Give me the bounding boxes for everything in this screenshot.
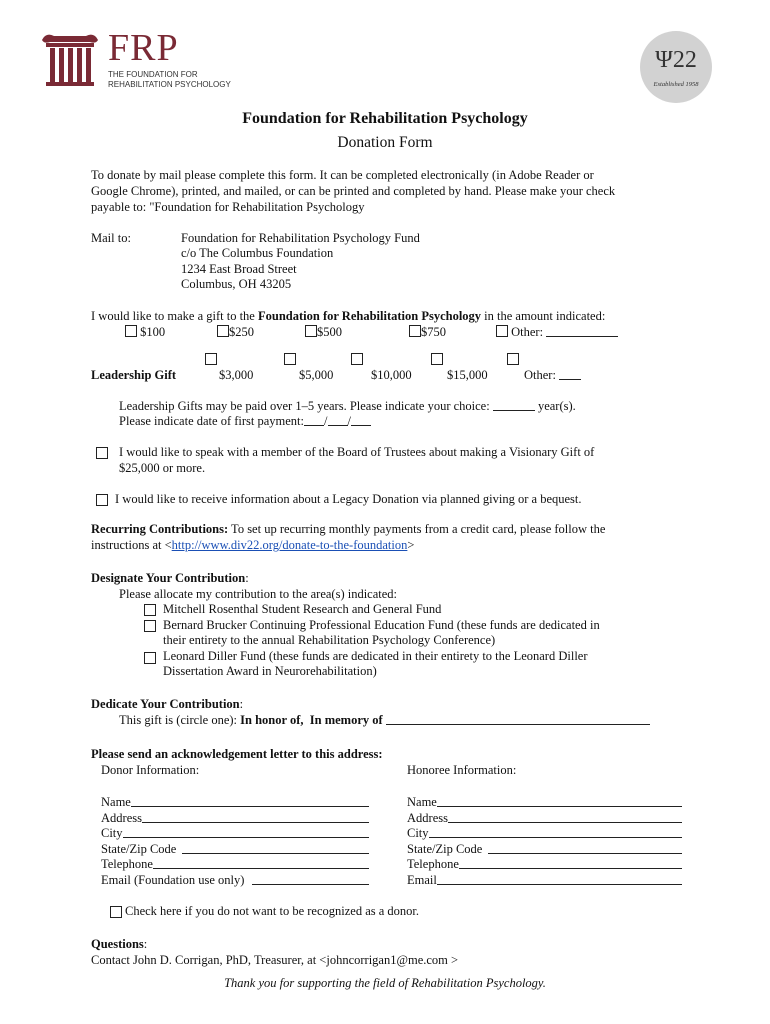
anonymous-text: Check here if you do not want to be recognized as a donor. bbox=[125, 904, 420, 918]
legacy-text: I would like to receive information about a Legacy Donation via planned giving or a bequest. bbox=[115, 492, 582, 506]
leadership-option-4: $15,000 bbox=[447, 368, 488, 382]
checkbox[interactable] bbox=[144, 604, 156, 616]
field-label: City bbox=[101, 826, 123, 840]
seal-text: Ψ22 bbox=[655, 47, 697, 73]
checkbox[interactable] bbox=[351, 353, 363, 365]
gift-option-label: $250 bbox=[229, 325, 254, 339]
intro-line-1: To donate by mail please complete this form. It can be completed electronically (in Adobe Reader or bbox=[91, 168, 594, 182]
questions-colon: : bbox=[143, 937, 148, 951]
honoree-address-row bbox=[407, 811, 682, 827]
honoree-telephone-row bbox=[407, 857, 682, 873]
leadership-checkbox-1[interactable] bbox=[205, 353, 217, 368]
field-label: Name bbox=[101, 795, 131, 809]
in-honor-option[interactable]: In honor of, bbox=[240, 713, 304, 727]
checkbox[interactable] bbox=[205, 353, 217, 365]
field-label: Email bbox=[407, 872, 437, 887]
leadership-checkbox-2[interactable] bbox=[284, 353, 296, 368]
mail-address-2: c/o The Columbus Foundation bbox=[181, 246, 334, 260]
donor-heading: Donor Information: bbox=[101, 763, 200, 777]
seal-caption: Established 1958 bbox=[653, 81, 699, 88]
gift-option-label: $750 bbox=[421, 325, 446, 339]
leadership-option-1: $3,000 bbox=[219, 368, 254, 382]
field-label: State/Zip Code bbox=[407, 841, 483, 856]
frp-logo bbox=[38, 27, 231, 92]
intro-line-2: Google Chrome), printed, and mailed, or can be printed and completed by hand. Please make your check bbox=[91, 184, 616, 198]
logo-sub2: REHABILITATION PSYCHOLOGY bbox=[108, 80, 231, 89]
designate-heading bbox=[91, 571, 249, 586]
legacy-checkbox[interactable] bbox=[96, 494, 108, 509]
leadership-checkbox-4[interactable] bbox=[431, 353, 443, 368]
checkbox[interactable] bbox=[144, 620, 156, 632]
leadership-label bbox=[91, 368, 176, 383]
fund-3-label-2: Dissertation Award in Neurorehabilitation) bbox=[163, 664, 377, 678]
dedicate-heading bbox=[91, 697, 243, 712]
page-subtitle: Donation Form bbox=[337, 134, 433, 151]
other-amount-field[interactable] bbox=[546, 325, 618, 337]
honoree-city-field[interactable] bbox=[429, 826, 682, 838]
fund-2-label-1: Bernard Brucker Continuing Professional Education Fund (these funds are dedicated in bbox=[163, 618, 600, 632]
mail-label: Mail to: bbox=[91, 231, 131, 245]
gift-option-label: $100 bbox=[140, 325, 166, 339]
leadership-option-3: $10,000 bbox=[371, 368, 412, 382]
honoree-city-row bbox=[407, 826, 682, 842]
designate-colon: : bbox=[245, 571, 249, 585]
division-seal bbox=[640, 31, 712, 103]
anonymous-checkbox[interactable] bbox=[110, 906, 122, 921]
leadership-note-1 bbox=[119, 399, 576, 414]
honoree-name-row bbox=[407, 795, 682, 811]
honoree-email-field[interactable] bbox=[437, 873, 682, 885]
fund-1-checkbox[interactable] bbox=[144, 604, 156, 619]
honoree-address-field[interactable] bbox=[448, 811, 682, 823]
fund-3-checkbox[interactable] bbox=[144, 652, 156, 667]
gift-option-100[interactable] bbox=[125, 325, 165, 340]
field-label: Address bbox=[407, 810, 448, 825]
gift-intro-post: in the amount indicated: bbox=[481, 309, 606, 323]
checkbox[interactable] bbox=[96, 494, 108, 506]
checkbox[interactable] bbox=[496, 325, 508, 337]
leadership-note-2 bbox=[119, 414, 371, 429]
recurring-line-2 bbox=[91, 538, 414, 553]
designate-intro: Please allocate my contribution to the area(s) indicated: bbox=[119, 587, 398, 601]
ack-heading bbox=[91, 747, 383, 762]
first-payment-month-field[interactable] bbox=[304, 414, 324, 426]
field-label: Telephone bbox=[101, 857, 153, 871]
dedication-name-field[interactable] bbox=[386, 713, 650, 725]
gift-option-750[interactable] bbox=[409, 325, 446, 340]
donor-fields bbox=[101, 795, 369, 888]
leadership-note-1-suffix: year(s). bbox=[537, 399, 576, 413]
donor-name-row bbox=[101, 795, 369, 811]
donor-name-field[interactable] bbox=[131, 795, 369, 807]
checkbox[interactable] bbox=[305, 325, 317, 337]
donate-link[interactable]: http://www.div22.org/donate-to-the-foundation bbox=[171, 538, 408, 552]
page-title: Foundation for Rehabilitation Psychology bbox=[242, 110, 528, 127]
ack-label: Please send an acknowledgement letter to this address: bbox=[91, 747, 383, 761]
questions-heading bbox=[91, 937, 147, 952]
gift-option-label: $500 bbox=[317, 325, 342, 339]
donor-address-field[interactable] bbox=[142, 811, 369, 823]
donor-city-field[interactable] bbox=[123, 826, 369, 838]
checkbox[interactable] bbox=[431, 353, 443, 365]
gift-option-250[interactable] bbox=[217, 325, 254, 340]
years-field[interactable] bbox=[493, 399, 535, 411]
honoree-telephone-field[interactable] bbox=[459, 857, 682, 869]
honoree-fields bbox=[407, 795, 682, 888]
leadership-label-text: Leadership Gift bbox=[91, 368, 177, 382]
honoree-email-row bbox=[407, 873, 682, 889]
leadership-other-field[interactable] bbox=[559, 368, 581, 380]
first-payment-year-field[interactable] bbox=[351, 414, 371, 426]
checkbox[interactable] bbox=[144, 652, 156, 664]
leadership-note-1-text: Leadership Gifts may be paid over 1–5 years. Please indicate your choice: bbox=[119, 399, 490, 413]
leadership-option-2: $5,000 bbox=[299, 368, 334, 382]
first-payment-day-field[interactable] bbox=[328, 414, 348, 426]
visionary-checkbox[interactable] bbox=[96, 447, 108, 462]
intro-line-3: payable to: "Foundation for Rehabilitation Psychology bbox=[91, 200, 365, 214]
checkbox[interactable] bbox=[125, 325, 137, 337]
donor-telephone-row bbox=[101, 857, 369, 873]
leadership-other-label: Other: bbox=[524, 368, 556, 382]
field-label: State/Zip Code bbox=[101, 841, 177, 856]
gift-option-500[interactable] bbox=[305, 325, 342, 340]
visionary-line-1: I would like to speak with a member of the Board of Trustees about making a Visionary Gift of bbox=[119, 445, 595, 459]
leadership-option-5 bbox=[524, 368, 581, 383]
gift-intro bbox=[91, 309, 605, 324]
recurring-text: To set up recurring monthly payments from a credit card, please follow the bbox=[228, 522, 606, 536]
questions-contact: Contact John D. Corrigan, PhD, Treasurer, at <johncorrigan1@me.com > bbox=[91, 953, 459, 967]
in-memory-option[interactable]: In memory of bbox=[309, 713, 383, 727]
recurring-label: Recurring Contributions: bbox=[91, 522, 229, 536]
gift-option-label: Other: bbox=[511, 325, 544, 339]
logo-letters: FRP bbox=[108, 27, 179, 69]
mail-address-4: Columbus, OH 43205 bbox=[181, 277, 292, 291]
mail-address-3: 1234 East Broad Street bbox=[181, 262, 297, 276]
dedicate-text: This gift is (circle one): bbox=[119, 713, 241, 727]
mail-address-1: Foundation for Rehabilitation Psychology Fund bbox=[181, 231, 420, 245]
leadership-note-2-text: Please indicate date of first payment: bbox=[119, 414, 305, 428]
donor-email-field[interactable] bbox=[252, 873, 369, 885]
field-label: Address bbox=[101, 810, 142, 825]
dedicate-line bbox=[119, 713, 650, 728]
visionary-line-2: $25,000 or more. bbox=[119, 461, 206, 475]
thank-you: Thank you for supporting the field of Rehabilitation Psychology. bbox=[224, 976, 546, 990]
dedicate-colon: : bbox=[239, 697, 244, 711]
recurring-text-post: > bbox=[407, 538, 415, 552]
field-label: City bbox=[407, 826, 429, 840]
honoree-statezip-row bbox=[407, 842, 682, 858]
recurring-text-pre: instructions at < bbox=[91, 538, 172, 552]
gift-intro-bold: Foundation for Rehabilitation Psychology bbox=[257, 309, 482, 323]
leadership-checkbox-5[interactable] bbox=[507, 353, 519, 368]
honoree-statezip-field[interactable] bbox=[488, 842, 682, 854]
fund-3-label-1: Leonard Diller Fund (these funds are dedicated in their entirety to the Leonard Diller bbox=[163, 649, 588, 663]
field-label: Telephone bbox=[407, 857, 459, 871]
date-separator: / bbox=[324, 414, 328, 428]
date-separator: / bbox=[347, 414, 351, 428]
donor-statezip-row bbox=[101, 842, 369, 858]
checkbox[interactable] bbox=[217, 325, 229, 337]
questions-label: Questions bbox=[91, 937, 144, 951]
donor-statezip-field[interactable] bbox=[182, 842, 369, 854]
donor-telephone-field[interactable] bbox=[153, 857, 369, 869]
gift-intro-pre: I would like to make a gift to the bbox=[91, 309, 258, 323]
fund-1-label: Mitchell Rosenthal Student Research and General Fund bbox=[163, 602, 442, 616]
donor-email-row bbox=[101, 873, 369, 889]
gift-option-other[interactable] bbox=[496, 325, 618, 340]
checkbox[interactable] bbox=[284, 353, 296, 365]
field-label: Email (Foundation use only) bbox=[101, 872, 245, 887]
honoree-heading: Honoree Information: bbox=[407, 763, 517, 777]
column-icon bbox=[38, 30, 102, 90]
leadership-checkbox-3[interactable] bbox=[351, 353, 363, 368]
checkbox[interactable] bbox=[96, 447, 108, 459]
fund-2-checkbox[interactable] bbox=[144, 620, 156, 635]
checkbox[interactable] bbox=[507, 353, 519, 365]
designate-label: Designate Your Contribution bbox=[91, 571, 246, 585]
fund-2-label-2: their entirety to the annual Rehabilitation Psychology Conference) bbox=[163, 633, 496, 647]
dedicate-label: Dedicate Your Contribution bbox=[91, 697, 240, 711]
logo-sub1: THE FOUNDATION FOR bbox=[108, 70, 198, 79]
donor-city-row bbox=[101, 826, 369, 842]
field-label: Name bbox=[407, 795, 437, 809]
checkbox[interactable] bbox=[409, 325, 421, 337]
donor-address-row bbox=[101, 811, 369, 827]
checkbox[interactable] bbox=[110, 906, 122, 918]
recurring-line-1 bbox=[91, 522, 605, 537]
honoree-name-field[interactable] bbox=[437, 795, 682, 807]
